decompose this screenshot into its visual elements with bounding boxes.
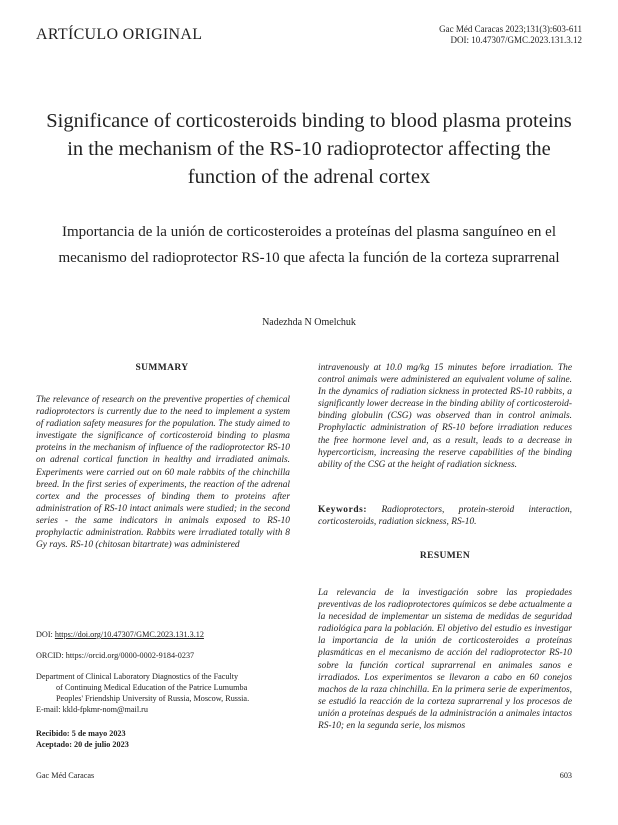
- resumen-text: La relevancia de la investigación sobre las propiedades preventivas de los radioprotectores químicos se debe actualmente a la necesidad de implementar un sistema de medidas de seguridad radiológica para la población. El objetivo del estudio es investigar la importancia de la unión de corticosteroides a proteínas plasmáticas en el mecanismo de acción del radioprotector RS-10 sobre la función cortical suprarrenal en animales sanos e irradiados. Los experimentos se llevaron a cabo en 60 conejos machos de la raza chinchilla. En la primera serie de experimentos, se estudió la reacción de la corteza suprarrenal y los procesos de unión a proteínas después de la administración a animales intactos RS-10; en la segunda serie, los mismos: [318, 588, 572, 732]
- footer-journal: Gac Méd Caracas: [36, 771, 95, 780]
- summary-heading: SUMMARY: [135, 363, 189, 373]
- doi-link[interactable]: https://doi.org/10.47307/GMC.2023.131.3.12: [54, 630, 204, 639]
- doi-short: DOI: 10.47307/GMC.2023.131.3.12: [450, 35, 582, 45]
- article-title-english: Significance of corticosteroids binding to blood plasma proteins in the mechanism of the RS-10 radioprotector affecting the function of the adrenal cortex: [46, 110, 572, 188]
- journal-reference: [439, 24, 582, 46]
- journal-citation: Gac Méd Caracas 2023;131(3):603-611: [439, 24, 582, 34]
- doi-label: DOI:: [36, 630, 53, 639]
- summary-text: The relevance of research on the preventive properties of chemical radioprotectors is currently due to the need to implement a system of radiation safety measures for the population. The study aimed to investigate the significance of corticosteroid binding to plasma proteins in the mechanism of influence of the radioprotector RS-10 on adrenal cortical function in healthy and irradiated animals. Experiments were carried out on 60 male rabbits of the chinchilla breed. In the first series of experiments, the reaction of the adrenal cortex and the processes of binding them to proteins after administration of RS-10 intact animals were studied; in the second series - the same indicators in animals exposed to RS-10 prophylactic administration. Rabbits were irradiated totally with 8 Gy rays. RS-10 (chitosan bitartrate) was administered: [36, 395, 290, 551]
- section-label: ARTÍCULO ORIGINAL: [36, 26, 203, 43]
- received-date: Recibido: 5 de mayo 2023: [36, 729, 126, 738]
- article-title-spanish: Importancia de la unión de corticosteroides a proteínas del plasma sanguíneo en el mecanismo del radioprotector RS-10 que afecta la función de la corteza suprarrenal: [58, 224, 560, 266]
- email-line: E-mail: kkld-fpkmr-nom@mail.ru: [36, 705, 148, 714]
- affiliation-line: Department of Clinical Laboratory Diagnostics of the Faculty: [36, 672, 239, 681]
- keywords-label: Keywords:: [318, 505, 368, 515]
- affiliation-line: Peoples' Friendship University of Russia, Moscow, Russia.: [56, 694, 250, 703]
- affiliation: [36, 671, 298, 715]
- resumen-heading: RESUMEN: [419, 551, 471, 561]
- summary-text-continued: intravenously at 10.0 mg/kg 15 minutes before irradiation. The control animals were administered an equivalent volume of saline. In the dynamics of radiation sickness in protected RS-10 rabbits, a significantly lower decrease in the binding ability of corticosteroid-binding globulin (CSG) was observed than in control animals. Prophylactic administration of RS-10 before irradiation reduces the free hormone level and, as a result, leads to a decrease in hypercorticism, increasing the reserve capabilities of the binding ability of the CSG at the height of radiation sickness.: [318, 363, 572, 470]
- orcid-line: ORCID: https://orcid.org/0000-0002-9184-0237: [36, 651, 195, 660]
- accepted-date: Aceptado: 20 de julio 2023: [36, 740, 129, 749]
- author-name: Nadezhda N Omelchuk: [262, 317, 356, 328]
- page-number: 603: [559, 771, 572, 780]
- doi-line: [36, 629, 204, 640]
- affiliation-line: of Continuing Medical Education of the Patrice Lumumba: [56, 683, 248, 692]
- keywords: [318, 504, 572, 528]
- keywords-text: Radioprotectors, protein-steroid interaction, corticosteroids, radiation sickness, RS-10.: [318, 505, 572, 528]
